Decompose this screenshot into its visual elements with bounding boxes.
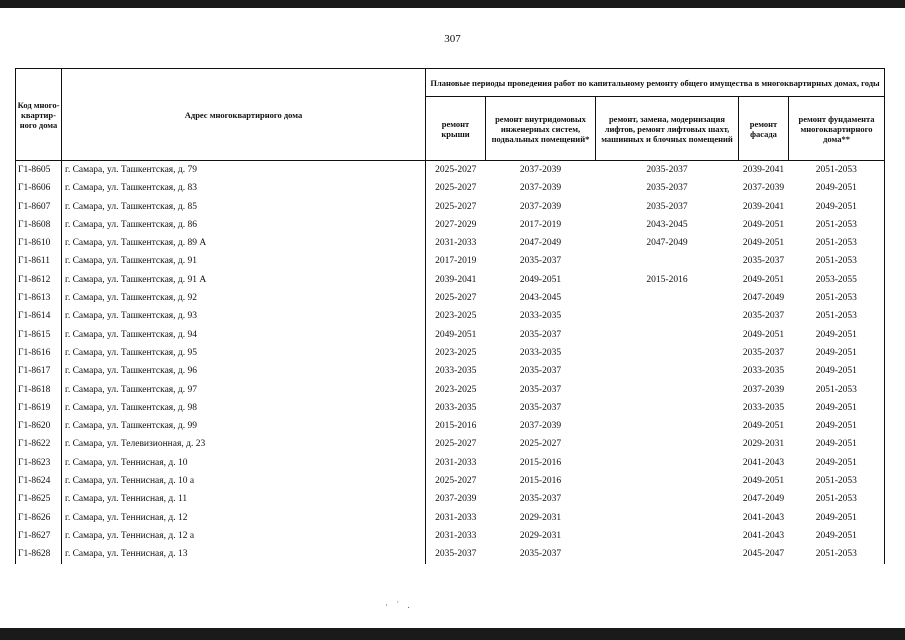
- table-body: [16, 161, 885, 564]
- cell-roof: 2031-2033: [435, 457, 477, 468]
- cell-foundation: 2051-2053: [789, 289, 885, 307]
- cell-facade: 2039-2041: [739, 161, 789, 180]
- table-row: [16, 362, 885, 380]
- header-lift: ремонт, замена, модернизация лифтов, ремонт лифтовых шахт, машинных и блочных помещений: [596, 97, 739, 161]
- cell-internal: 2037-2039: [519, 183, 562, 194]
- cell-internal: 2015-2016: [519, 476, 562, 487]
- cell-foundation: 2051-2053: [789, 216, 885, 234]
- cell-address: г. Самара, ул. Ташкентская, д. 92: [62, 289, 426, 307]
- cell-code: Г1-8617: [16, 362, 62, 380]
- cell-roof: 2025-2027: [426, 161, 486, 180]
- cell-internal: 2037-2039: [486, 161, 596, 180]
- bottom-border-bar: [0, 628, 905, 640]
- cell-foundation: 2049-2051: [789, 417, 885, 435]
- cell-roof: 2037-2039: [435, 494, 477, 505]
- table-row: [16, 454, 885, 472]
- cell-code: Г1-8608: [16, 216, 62, 234]
- cell-lift: [596, 362, 739, 380]
- cell-internal: 2033-2035: [519, 311, 562, 322]
- cell-facade: 2049-2051: [742, 421, 785, 432]
- cell-foundation: 2049-2051: [789, 179, 885, 197]
- cell-facade: 2041-2043: [742, 530, 785, 541]
- table-row: [16, 435, 885, 453]
- cell-lift: [596, 326, 739, 344]
- cell-roof: 2025-2027: [435, 183, 477, 194]
- cell-code: Г1-8623: [16, 454, 62, 472]
- cell-internal: 2035-2037: [519, 256, 562, 267]
- cell-code: Г1-8624: [16, 472, 62, 490]
- cell-lift: 2043-2045: [646, 219, 688, 230]
- cell-foundation: 2051-2053: [789, 252, 885, 270]
- cell-lift: [596, 399, 739, 417]
- header-roof: ремонт крыши: [426, 97, 486, 161]
- cell-roof: 2023-2025: [435, 347, 477, 358]
- cell-address: г. Самара, ул. Ташкентская, д. 93: [62, 307, 426, 325]
- cell-foundation: 2049-2051: [789, 527, 885, 545]
- table-row: [16, 252, 885, 270]
- cell-address: г. Самара, ул. Ташкентская, д. 96: [62, 362, 426, 380]
- cell-lift: [596, 490, 739, 508]
- table-row: [16, 289, 885, 307]
- cell-foundation: 2049-2051: [789, 399, 885, 417]
- cell-roof: 2017-2019: [435, 256, 477, 267]
- table-row: [16, 216, 885, 234]
- header-internal: ремонт внутридомовых инженерных систем, подвальных помещений*: [486, 97, 596, 161]
- cell-lift: 2035-2037: [646, 183, 688, 194]
- cell-lift: 2047-2049: [646, 238, 688, 249]
- cell-lift: [596, 381, 739, 399]
- cell-roof: 2031-2033: [435, 238, 477, 249]
- cell-lift: [596, 509, 739, 527]
- cell-roof: 2039-2041: [435, 274, 477, 285]
- cell-roof: 2023-2025: [435, 384, 477, 395]
- header-group: Плановые периоды проведения работ по капитальному ремонту общего имущества в многоквартирных домах, годы: [426, 69, 885, 97]
- cell-internal: 2029-2031: [519, 512, 562, 523]
- cell-internal: 2035-2037: [519, 329, 562, 340]
- cell-internal: 2033-2035: [519, 347, 562, 358]
- cell-address: г. Самара, ул. Ташкентская, д. 89 А: [62, 234, 426, 252]
- repair-schedule-table: [15, 68, 885, 564]
- top-border-bar: [0, 0, 905, 8]
- cell-address: г. Самара, ул. Ташкентская, д. 95: [62, 344, 426, 362]
- cell-roof: 2025-2027: [435, 293, 477, 304]
- cell-lift: [596, 417, 739, 435]
- cell-roof: 2049-2051: [435, 329, 477, 340]
- cell-lift: [596, 435, 739, 453]
- cell-internal: 2035-2037: [519, 549, 562, 560]
- cell-foundation: 2051-2053: [789, 472, 885, 490]
- cell-foundation: 2053-2055: [789, 271, 885, 289]
- cell-internal: 2037-2039: [519, 421, 562, 432]
- cell-lift: [596, 454, 739, 472]
- cell-facade: 2035-2037: [742, 256, 785, 267]
- header-facade: ремонт фасада: [739, 97, 789, 161]
- table-header: [16, 69, 885, 161]
- cell-internal: 2017-2019: [519, 219, 562, 230]
- page-number: 307: [444, 33, 461, 45]
- cell-foundation: 2049-2051: [789, 435, 885, 453]
- table-row: [16, 399, 885, 417]
- cell-facade: 2033-2035: [742, 366, 785, 377]
- cell-lift: 2015-2016: [646, 274, 688, 285]
- cell-foundation: 2051-2053: [789, 307, 885, 325]
- cell-address: г. Самара, ул. Ташкентская, д. 83: [62, 179, 426, 197]
- cell-code: Г1-8607: [16, 198, 62, 216]
- cell-lift: [596, 472, 739, 490]
- cell-lift: [596, 307, 739, 325]
- cell-internal: 2035-2037: [519, 494, 562, 505]
- cell-roof: 2035-2037: [435, 549, 477, 560]
- cell-code: Г1-8618: [16, 381, 62, 399]
- cell-facade: 2035-2037: [742, 347, 785, 358]
- cell-facade: 2049-2051: [742, 329, 785, 340]
- cell-address: г. Самара, ул. Ташкентская, д. 91: [62, 252, 426, 270]
- table-row: [16, 490, 885, 508]
- cell-address: г. Самара, ул. Теннисная, д. 13: [62, 545, 426, 563]
- cell-roof: 2025-2027: [435, 476, 477, 487]
- cell-foundation: 2051-2053: [789, 381, 885, 399]
- cell-facade: 2049-2051: [742, 476, 785, 487]
- cell-code: Г1-8627: [16, 527, 62, 545]
- table-row: [16, 234, 885, 252]
- cell-code: Г1-8622: [16, 435, 62, 453]
- cell-code: Г1-8614: [16, 307, 62, 325]
- cell-roof: 2027-2029: [435, 219, 477, 230]
- cell-address: г. Самара, ул. Ташкентская, д. 94: [62, 326, 426, 344]
- table-row: [16, 509, 885, 527]
- cell-foundation: 2049-2051: [789, 198, 885, 216]
- cell-foundation: 2049-2051: [789, 362, 885, 380]
- cell-internal: 2015-2016: [519, 457, 562, 468]
- cell-address: г. Самара, ул. Ташкентская, д. 99: [62, 417, 426, 435]
- cell-foundation: 2051-2053: [789, 161, 885, 180]
- cell-internal: 2037-2039: [519, 201, 562, 212]
- table-row: [16, 198, 885, 216]
- cell-roof: 2033-2035: [435, 402, 477, 413]
- cell-address: г. Самара, ул. Ташкентская, д. 85: [62, 198, 426, 216]
- cell-internal: 2049-2051: [519, 274, 562, 285]
- cell-facade: 2049-2051: [742, 274, 785, 285]
- cell-lift: [596, 252, 739, 270]
- cell-roof: 2015-2016: [435, 421, 477, 432]
- cell-facade: 2041-2043: [742, 512, 785, 523]
- table-row: [16, 344, 885, 362]
- cell-roof: 2031-2033: [435, 530, 477, 541]
- cell-facade: 2041-2043: [742, 457, 785, 468]
- cell-address: г. Самара, ул. Теннисная, д. 11: [62, 490, 426, 508]
- cell-code: Г1-8605: [16, 161, 62, 180]
- table-row: [16, 161, 885, 180]
- cell-address: г. Самара, ул. Ташкентская, д. 86: [62, 216, 426, 234]
- cell-facade: 2037-2039: [742, 183, 785, 194]
- cell-roof: 2023-2025: [435, 311, 477, 322]
- cell-facade: 2029-2031: [742, 439, 785, 450]
- cell-lift: [596, 527, 739, 545]
- cell-facade: 2049-2051: [742, 238, 785, 249]
- cell-address: г. Самара, ул. Теннисная, д. 10 а: [62, 472, 426, 490]
- cell-code: Г1-8613: [16, 289, 62, 307]
- cell-roof: 2025-2027: [435, 201, 477, 212]
- header-foundation: ремонт фундамента многоквартирного дома**: [789, 97, 885, 161]
- scan-specks: · ˙ .: [385, 600, 413, 610]
- cell-facade: 2035-2037: [742, 311, 785, 322]
- cell-lift: [596, 344, 739, 362]
- cell-code: Г1-8612: [16, 271, 62, 289]
- cell-internal: 2035-2037: [519, 384, 562, 395]
- cell-lift: [596, 289, 739, 307]
- cell-address: г. Самара, ул. Ташкентская, д. 79: [62, 161, 426, 180]
- cell-code: Г1-8626: [16, 509, 62, 527]
- table-row: [16, 417, 885, 435]
- cell-code: Г1-8611: [16, 252, 62, 270]
- cell-facade: 2047-2049: [742, 293, 785, 304]
- cell-internal: 2025-2027: [519, 439, 562, 450]
- cell-lift: 2035-2037: [596, 161, 739, 180]
- cell-code: Г1-8615: [16, 326, 62, 344]
- cell-lift: 2035-2037: [646, 201, 688, 212]
- cell-foundation: 2051-2053: [789, 490, 885, 508]
- cell-roof: 2033-2035: [435, 366, 477, 377]
- cell-code: Г1-8625: [16, 490, 62, 508]
- table-row: [16, 527, 885, 545]
- cell-address: г. Самара, ул. Ташкентская, д. 97: [62, 381, 426, 399]
- table-row: [16, 545, 885, 563]
- table-row: [16, 179, 885, 197]
- cell-internal: 2043-2045: [519, 293, 562, 304]
- cell-foundation: 2049-2051: [789, 326, 885, 344]
- cell-address: г. Самара, ул. Телевизионная, д. 23: [62, 435, 426, 453]
- table-row: [16, 307, 885, 325]
- header-address: Адрес многоквартирного дома: [62, 69, 426, 161]
- cell-internal: 2029-2031: [519, 530, 562, 541]
- cell-code: Г1-8610: [16, 234, 62, 252]
- cell-facade: 2049-2051: [742, 219, 785, 230]
- cell-code: Г1-8616: [16, 344, 62, 362]
- cell-facade: 2037-2039: [742, 384, 785, 395]
- cell-foundation: 2049-2051: [789, 509, 885, 527]
- cell-code: Г1-8620: [16, 417, 62, 435]
- cell-internal: 2035-2037: [519, 366, 562, 377]
- table-row: [16, 271, 885, 289]
- cell-address: г. Самара, ул. Теннисная, д. 12 а: [62, 527, 426, 545]
- cell-code: Г1-8628: [16, 545, 62, 563]
- cell-facade: 2039-2041: [742, 201, 785, 212]
- table-row: [16, 381, 885, 399]
- cell-address: г. Самара, ул. Ташкентская, д. 91 А: [62, 271, 426, 289]
- cell-roof: 2025-2027: [435, 439, 477, 450]
- cell-roof: 2031-2033: [435, 512, 477, 523]
- cell-facade: 2033-2035: [742, 402, 785, 413]
- cell-facade: 2045-2047: [742, 549, 785, 560]
- cell-address: г. Самара, ул. Ташкентская, д. 98: [62, 399, 426, 417]
- cell-lift: [596, 545, 739, 563]
- cell-foundation: 2051-2053: [789, 545, 885, 563]
- table-row: [16, 326, 885, 344]
- cell-internal: 2035-2037: [519, 402, 562, 413]
- cell-facade: 2047-2049: [742, 494, 785, 505]
- header-code: Код много-квартир-ного дома: [16, 69, 62, 161]
- cell-code: Г1-8606: [16, 179, 62, 197]
- cell-address: г. Самара, ул. Теннисная, д. 12: [62, 509, 426, 527]
- table-row: [16, 472, 885, 490]
- cell-foundation: 2051-2053: [789, 234, 885, 252]
- cell-foundation: 2049-2051: [789, 344, 885, 362]
- cell-internal: 2047-2049: [519, 238, 562, 249]
- cell-code: Г1-8619: [16, 399, 62, 417]
- cell-foundation: 2049-2051: [789, 454, 885, 472]
- cell-address: г. Самара, ул. Теннисная, д. 10: [62, 454, 426, 472]
